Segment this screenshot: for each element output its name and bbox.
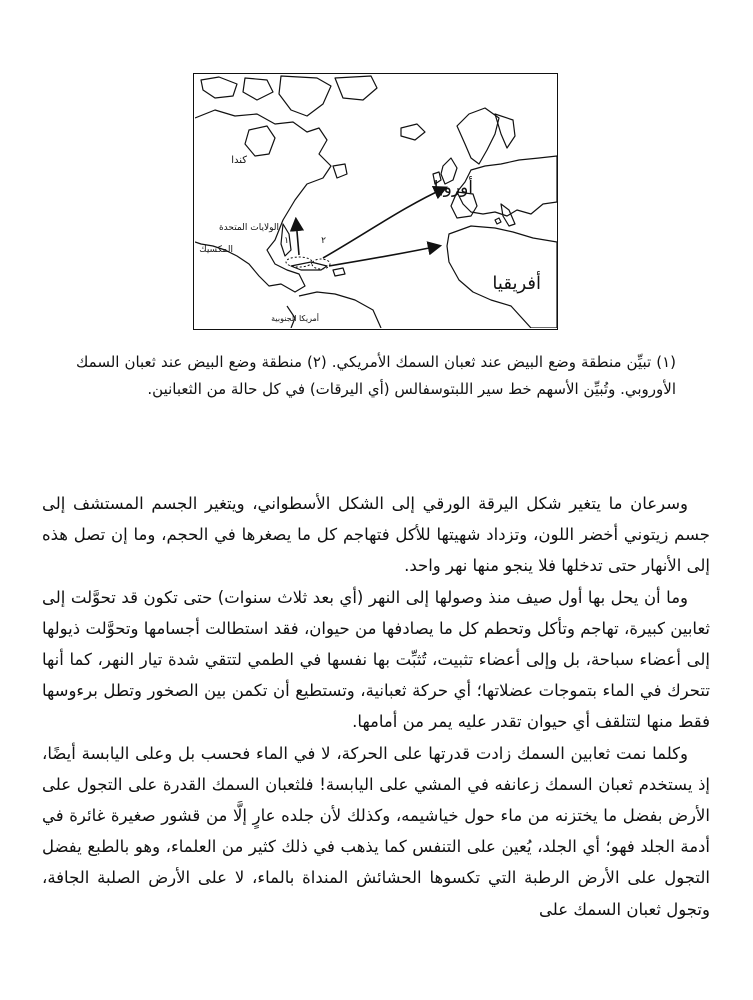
map-label-area-1: ١ — [284, 236, 289, 246]
map-label-africa: أفريقيا — [492, 273, 541, 294]
paragraph: وسرعان ما يتغير شكل اليرقة الورقي إلى الشكل الأسطواني، ويتغير الجسم المستشف إلى جسم زيتوني أخضر اللون، وتزداد شهيتها للأكل فتهاجم كل ما يصغرها في الحجم، وما إن تصل هذه إلى الأنهار حتى تدخلها فلا ينجو منها نهر واحد. — [42, 494, 710, 576]
arrow-to-europe — [323, 188, 445, 258]
figure-caption: (١) تبيِّن منطقة وضع البيض عند ثعبان السمك الأمريكي. (٢) منطقة وضع البيض عند ثعبان السمك الأوروبي. وتُبيِّن الأسهم خط سير اللبتوسفالس (أي اليرقات) في كل حالة من الثعبانين. — [76, 353, 676, 398]
map-label-usa: الولايات المتحدة — [218, 223, 279, 233]
paragraph: وكلما نمت ثعابين السمك زادت قدرتها على الحركة، لا في الماء فحسب بل وعلى اليابسة أيضًا، إذ يستخدم ثعبان السمك زعانفه في المشي على اليابسة! فلثعبان السمك القدرة على التجول على الأرض بفضل ما يختزنه من ماء حول خياشيمه، وكذلك لأن جلده عارٍ إلَّا من قشور صغيرة غائرة في أدمة الجلد فهو؛ أي الجلد، يُعين على التنفس كما يذهب في ذلك كثير من العلماء، وهو بالطبع يفضل التجول على الأرض الرطبة التي تكسوها الحشائش المنداة بالماء، لا على الأرض الصلبة الجافة، وتجول ثعبان السمك على — [42, 743, 710, 919]
map-figure — [193, 73, 558, 330]
map-label-europe: أوروبا — [433, 178, 473, 198]
map-label-south-america: أمريكا الجنوبية — [271, 314, 319, 323]
arrow-to-africa — [329, 246, 439, 266]
paragraph: وما أن يحل بها أول صيف منذ وصولها إلى النهر (أي بعد ثلاث سنوات) حتى تكون قد تحوَّلت إلى ثعابين كبيرة، تهاجم وتأكل وتحطم كل ما يصادفها من حيوان، فقد استطالت أجسامها وتحوَّلت ذيولها إلى أعضاء سباحة، بل وإلى أعضاء تثبيت، تُثبِّت بها نفسها في الطمي لتتقي شدة تيار النهر، كما أنها تتحرك في الماء بتموجات عضلاتها؛ أي حركة ثعبانية، وتستطيع أن تكمن بين الصخور وتطل برءوسها فقط منها لتتلقف أي حيوان تقدر عليه يمر من أمامها. — [42, 587, 710, 732]
map-label-mexico: المكسيك — [199, 245, 233, 255]
map-label-canada: كندا — [231, 155, 247, 166]
arrow-american-eel — [296, 220, 299, 255]
body-text — [42, 488, 710, 925]
map-label-area-2: ٢ — [321, 236, 326, 246]
